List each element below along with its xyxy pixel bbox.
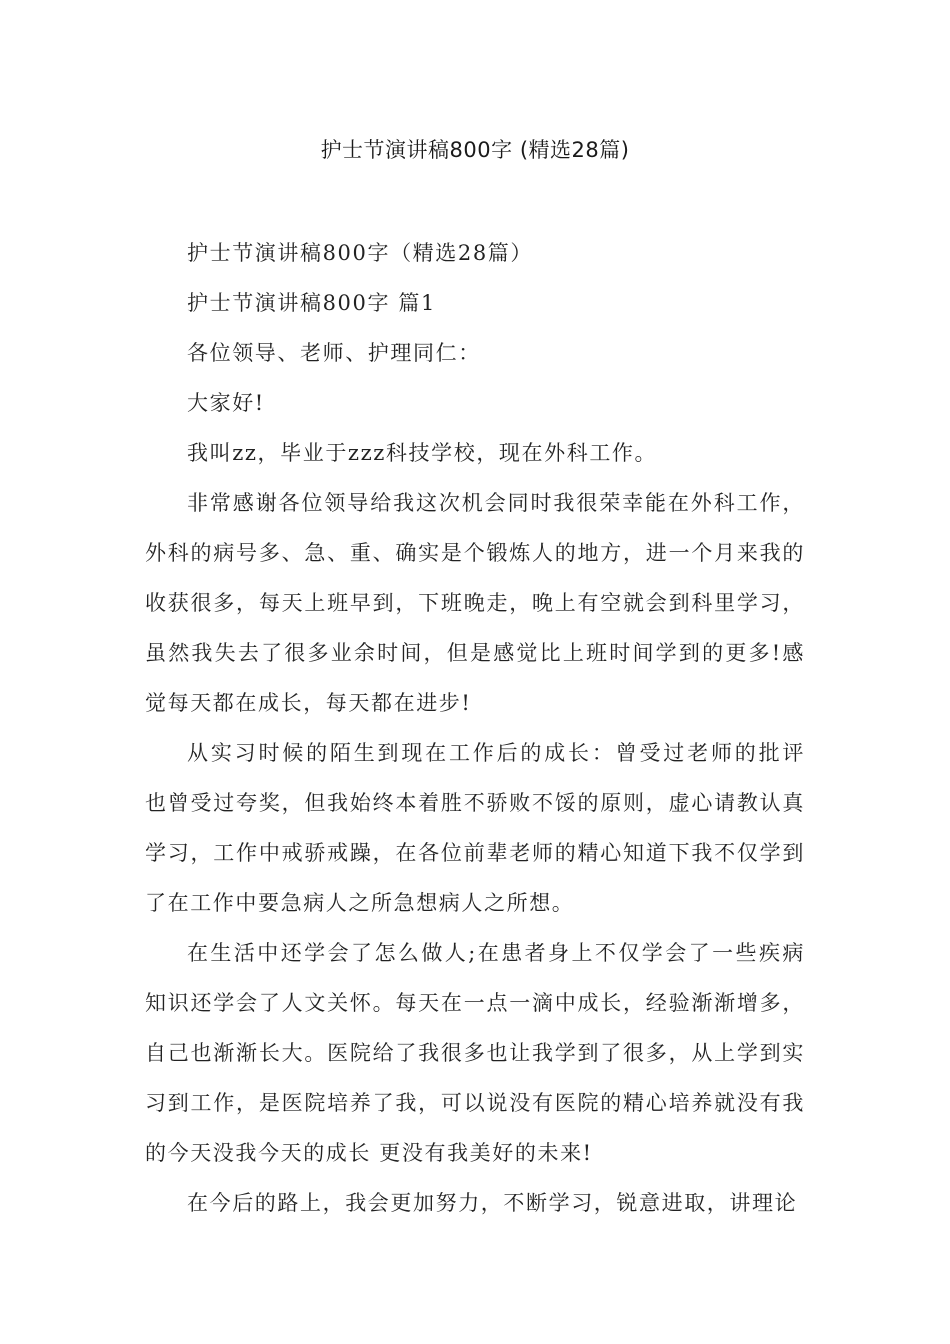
paragraph-subtitle: 护士节演讲稿800字（精选28篇）	[187, 241, 534, 265]
paragraph-salutation: 各位领导、老师、护理同仁：	[187, 341, 481, 365]
paragraph-section-heading: 护士节演讲稿800字 篇1	[187, 291, 436, 315]
paragraph-introduction: 我叫zz，毕业于zzz科技学校，现在外科工作。	[187, 441, 658, 465]
document-title: 护士节演讲稿800字 (精选28篇)	[320, 138, 630, 162]
paragraph-greeting: 大家好!	[187, 391, 265, 415]
paragraph-body: 在生活中还学会了怎么做人;在患者身上不仅学会了一些疾病知识还学会了人文关怀。每天在一点一滴中成长，经验渐渐增多，自己也渐渐长大。医院给了我很多也让我学到了很多，从上学到实习到工作，是医院培养了我，可以说没有医院的精心培养就没有我的今天没我今天的成长 更没有我美好的未来!	[145, 941, 805, 1165]
document-body	[145, 228, 805, 1228]
paragraph-body: 在今后的路上，我会更加努力，不断学习，锐意进取，讲理论	[187, 1191, 798, 1215]
paragraph-body: 非常感谢各位领导给我这次机会同时我很荣幸能在外科工作，外科的病号多、急、重、确实是个锻炼人的地方，进一个月来我的收获很多，每天上班早到，下班晚走，晚上有空就会到科里学习，虽然我失去了很多业余时间，但是感觉比上班时间学到的更多!感觉每天都在成长，每天都在进步!	[145, 491, 805, 715]
paragraph-body: 从实习时候的陌生到现在工作后的成长：曾受过老师的批评 也曾受过夸奖，但我始终本着胜不骄败不馁的原则，虚心请教认真学习，工作中戒骄戒躁，在各位前辈老师的精心知道下我不仅学到了在工作中要急病人之所急想病人之所想。	[145, 741, 805, 915]
